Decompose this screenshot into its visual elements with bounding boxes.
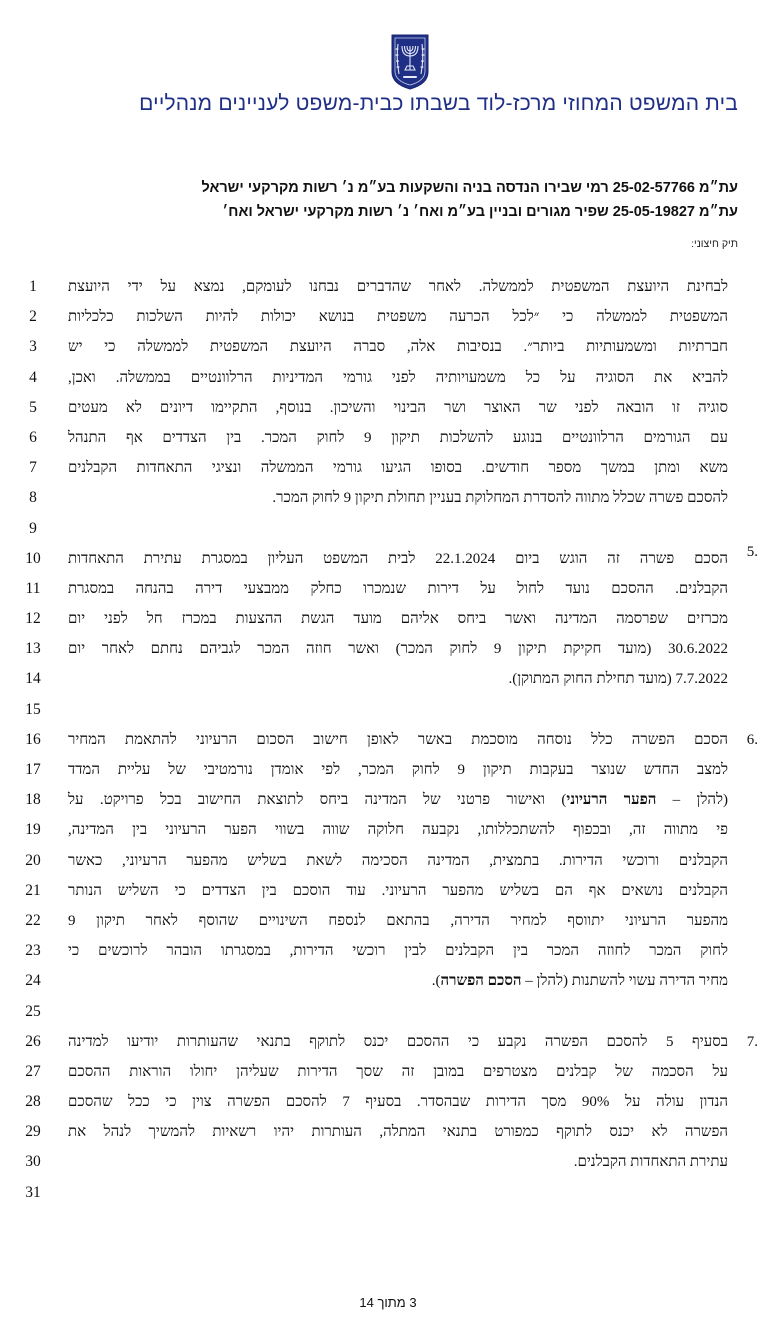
text-line: בסעיף 5 להסכם הפשרה נקבע כי ההסכם יכנס לתוקף בתנאי שהעותרות יודיעו למדינה — [68, 1033, 728, 1050]
line-number: 4 — [29, 368, 37, 386]
line-number: 7 — [29, 459, 37, 477]
text-line: מכרזים שפרסמה המדינה ואשר ביחס אליהם מועד הגשת ההצעות במכרז חל לפני יום — [68, 611, 728, 628]
text-line: הקבלנים ורוכשי הדירות. בתמצית, המדינה הסכימה לשאת בשליש מהפער הרעיוני, כאשר — [68, 852, 728, 869]
text-line: להביא את הסוגיה על כל משמעויותיה לפני גורמי המדיניות הרלוונטיים בממשלה. ואכן, — [68, 369, 728, 386]
text-line: המשפטית לממשלה כי ״לכל הכרעה משפטית בנושא יכולות להיות השלכות כלכליות — [68, 309, 728, 326]
text-line: הקבלנים. ההסכם נועד לחול על דירות שנמכרו כחלק ממבצעי דירה בהנחה במסגרת — [68, 580, 728, 597]
text-line: פי מתווה זה, ובכפוף להשתכללותו, נקבעה חלוקה שווה בשווי הפער הרעיוני בין המדינה, — [68, 822, 728, 839]
document-body — [68, 272, 758, 1208]
line-number: 21 — [25, 881, 41, 899]
blank-line — [68, 997, 728, 1027]
line-number: 28 — [25, 1093, 41, 1111]
line-number: 16 — [25, 730, 41, 748]
line-number: 29 — [25, 1123, 41, 1141]
line-number: 10 — [25, 549, 41, 567]
line-number: 30 — [25, 1153, 41, 1171]
line-number: 15 — [25, 700, 41, 718]
text-line: הפשרה לא יכנס לתוקף כמפורט בתנאי המתלה, העותרות יהיו רשאיות להמשיך לנהל את — [68, 1124, 728, 1141]
line-number-column — [18, 272, 48, 1208]
text-line: 7.7.2022 (מועד תחילת החוק המתוקן). — [508, 671, 728, 688]
line-number: 25 — [25, 1002, 41, 1020]
court-name-heading: בית המשפט המחוזי מרכז-לוד בשבתו כבית-משפט לעניינים מנהליים — [139, 92, 738, 115]
blank-line — [68, 695, 728, 725]
line-number: 18 — [25, 791, 41, 809]
line-number: 12 — [25, 610, 41, 628]
line-number: 20 — [25, 851, 41, 869]
line-number: 8 — [29, 489, 37, 507]
line-number: 2 — [29, 308, 37, 326]
state-emblem-icon — [389, 32, 431, 90]
paragraph-continuation — [68, 272, 728, 514]
text-line-with-defined-term: מחיר הדירה עשוי להשתנות (להלן – הסכם הפשרה). — [431, 973, 728, 990]
paragraph-6 — [68, 725, 758, 997]
text-line: עם הגורמים הרלוונטיים בנוגע להשלכות תיקון 9 לחוק המכר. בין הצדדים אף התנהל — [68, 429, 728, 446]
blank-line — [68, 514, 728, 544]
paragraph-number: 7. — [746, 1033, 758, 1050]
text-line: מהפער הרעיוני יתווסף למחיר הדירה, בהתאם לנספח השינויים שהוסף לאחר תיקון 9 — [68, 912, 728, 929]
line-number: 5 — [29, 398, 37, 416]
text-line: 30.6.2022 (מועד חקיקת תיקון 9 לחוק המכר) ואשר חוזה המכר לגביהם נחתם לאחר יום — [68, 641, 728, 658]
line-number: 23 — [25, 942, 41, 960]
line-number: 13 — [25, 640, 41, 658]
line-number: 14 — [25, 670, 41, 688]
text-line: על הסכמה של קבלנים מצטרפים במובן זה שסך הדירות שעליהן יחולו הוראות ההסכם — [68, 1063, 728, 1080]
text-line: למצב החדש שנוצר בעקבות תיקון 9 לחוק המכר, לפי אומדן נורמטיבי של עליית המדד — [68, 762, 728, 778]
paragraph-7 — [68, 1027, 758, 1178]
line-number: 19 — [25, 821, 41, 839]
text-line: הנדון עולה על 90% מסך הדירות שבהסדר. בסעיף 7 להסכם הפשרה צוין כי ככל שהסכם — [68, 1094, 729, 1111]
text-line: להסכם פשרה שכלל מתווה להסדרת המחלוקת בעניין תחולת תיקון 9 לחוק המכר. — [272, 490, 728, 507]
text-line-with-defined-term: (להלן – הפער הרעיוני) ואישור פרטני של המדינה ביחס לתוצאת החישוב בכל פרויקט. על — [68, 792, 728, 809]
text-line: משא ומתן במשך מספר חודשים. בסופו הגיעו גורמי הממשלה ונציגי התאחדות הקבלנים — [68, 460, 728, 477]
text-line: סוגיה זו הובאה לפני שר האוצר ושר הבינוי והשיכון. בנוסף, התקיימו דיונים לא מעטים — [68, 399, 728, 416]
text-line: הסכם פשרה זה הוגש ביום 22.1.2024 לבית המשפט העליון במסגרת עתירת התאחדות — [68, 550, 728, 567]
text-line: הקבלנים נושאים אף הם בשליש מהפער הרעיוני. עוד הוסכם בין הצדדים כי השליש הנותר — [68, 882, 728, 899]
case-title-2: עת״מ 25-05-19827 שפיר מגורים ובניין בע״מ ואח׳ נ׳ רשות מקרקעי ישראל ואח׳ — [222, 204, 738, 220]
page-indicator: 3 מתוך 14 — [359, 1295, 417, 1310]
line-number: 6 — [29, 428, 37, 446]
text-line: לחוק המכר לחוזה המכר בין הקבלנים לבין רוכשי הדירות, במסגרתו הובהר לרוכשים כי — [68, 943, 728, 960]
line-number: 9 — [29, 519, 37, 537]
paragraph-number: 6. — [746, 731, 758, 748]
line-number: 22 — [25, 911, 41, 929]
line-number: 3 — [29, 338, 37, 356]
paragraph-5 — [68, 543, 758, 695]
line-number: 24 — [25, 972, 41, 990]
line-number: 1 — [29, 278, 37, 295]
case-title-1: עת״מ 25-02-57766 רמי שבירו הנדסה בניה והשקעות בע״מ נ׳ רשות מקרקעי ישראל — [201, 180, 738, 196]
defined-term: הפער הרעיוני — [566, 792, 657, 809]
case-titles — [60, 176, 738, 224]
paragraph-number: 5. — [746, 543, 758, 560]
defined-term: הסכם הפשרה — [440, 973, 522, 990]
text-line: עתירת התאחדות הקבלנים. — [573, 1154, 728, 1171]
text-line: הסכם הפשרה כלל נוסחה מוסכמת באשר לאופן חישוב הסכום הרעיוני להתאמת המחיר — [68, 731, 728, 748]
text-line: חברתיות ומשמעותיות ביותר״. בנסיבות אלה, סברה היועצת המשפטית לממשלה כי יש — [68, 339, 728, 356]
line-number: 26 — [25, 1032, 41, 1050]
line-number: 11 — [25, 579, 41, 597]
text-line: לבחינת היועצת המשפטית לממשלה. לאחר שהדברים נבחנו לעומקם, נמצא על ידי היועצת — [68, 279, 728, 295]
line-number: 17 — [25, 761, 41, 778]
blank-line — [68, 1178, 728, 1208]
line-number: 31 — [25, 1183, 41, 1201]
external-file-label: תיק חיצוני: — [691, 238, 738, 250]
line-number: 27 — [25, 1062, 41, 1080]
